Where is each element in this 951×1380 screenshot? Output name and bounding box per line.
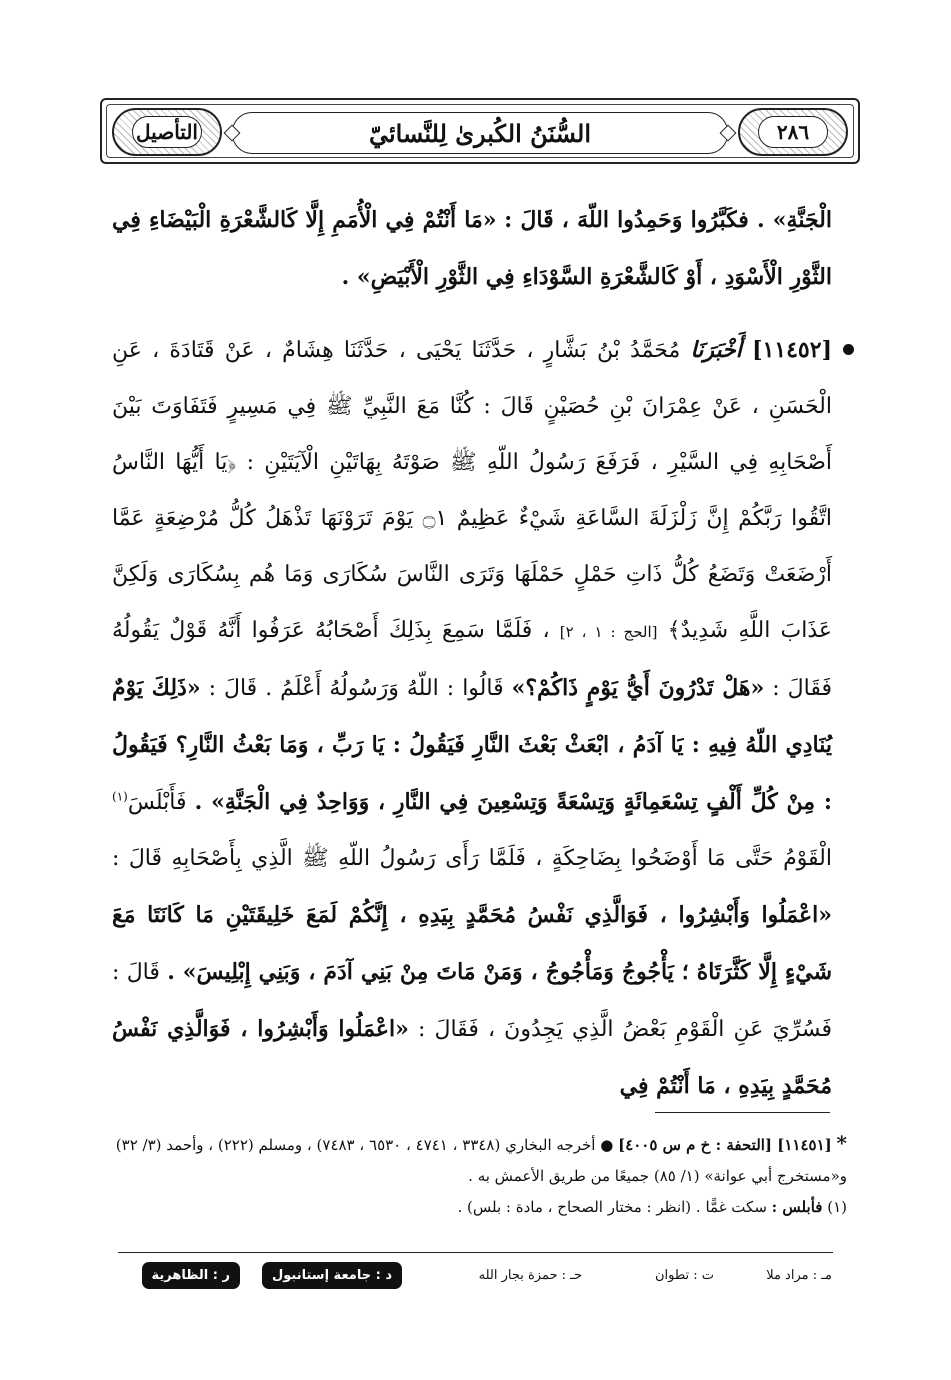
prophet-quote: «اعْمَلُوا وَأَبْشِرُوا ، فَوَالَّذِي نَفْسُ مُحَمَّدٍ بِيَدِهِ ، مَا أَنْتُمْ فِي bbox=[112, 1016, 832, 1099]
footnote-text: سكت غمًّا . (انظر : مختار الصحاح ، مادة : بلس) . bbox=[457, 1198, 767, 1216]
narration-text: ، فَلَمَّا سَمِعَ بِذَلِكَ أَصْحَابُهُ عَرَفُوا أَنَّهُ قَوْلٌ يَقُولُهُ فَقَالَ : bbox=[112, 618, 832, 701]
bottom-separator bbox=[118, 1252, 833, 1253]
footnote-marker: (١) bbox=[112, 789, 128, 804]
footnote-label: [١١٤٥١] [التحفة : خ م س ٤٠٠٥] bbox=[618, 1136, 832, 1154]
badge-istanbul: د : جامعة إستانبول bbox=[262, 1262, 402, 1289]
narration-text: الْقَوْمُ حَتَّى مَا أَوْضَحُوا بِضَاحِكَةٍ ، فَلَمَّا رَأَى رَسُولُ اللّهِ ﷺ الَّذِي بِأَصْحَابِهِ قَالَ : bbox=[112, 846, 832, 871]
footnote-definition bbox=[112, 1192, 847, 1223]
bullet-icon bbox=[843, 344, 854, 355]
prophet-quote: «مَا أَنْتُمْ فِي الْأُمَمِ إِلَّا كَالشَّعْرَةِ الْبَيْضَاءِ فِي الثَّوْرِ الْأَسْوَدِ ، أَوْ كَالشَّعْرَةِ السَّوْدَاءِ فِي الثَّوْرِ الْأَبْيَضِ» . bbox=[112, 207, 832, 290]
prophet-quote: «اعْمَلُوا وَأَبْشِرُوا ، فَوَالَّذِي نَفْسُ مُحَمَّدٍ بِيَدِهِ ، إِنَّكُمْ لَمَعَ خَلِيقَتَيْنِ مَا كَانَتَا مَعَ شَيْءٍ إِلَّا كَثَّرَتَاهُ ؛ يَأْجُوجُ وَمَأْجُوجُ ، وَمَنْ مَاتَ مِنْ بَنِي آدَمَ ، وَبَنِي إِبْلِيسَ» . bbox=[112, 902, 833, 985]
footnote-separator bbox=[655, 1112, 830, 1113]
footnote-word: فأبلس : bbox=[771, 1198, 823, 1216]
footnote-takhrij bbox=[112, 1128, 847, 1192]
prophet-quote: «ذَلِكَ يَوْمٌ يُنَادِي اللّهُ فِيهِ : يَا آدَمُ ، ابْعَثْ بَعْثَ النَّارِ فَيَقُولُ : يَا رَبِّ ، وَمَا بَعْثُ النَّارِ؟ فَيَقُولُ : مِنْ كُلِّ أَلْفٍ تِسْعَمِائَةٍ وَتِسْعَةً وَتِسْعِينَ فِي النَّارِ ، وَوَاحِدٌ فِي الْجَنَّةِ» . bbox=[112, 675, 832, 815]
page-number: ٢٨٦ bbox=[758, 116, 828, 148]
narration-text: قَالَ : فَسُرِّيَ عَنِ الْقَوْمِ بَعْضُ الَّذِي يَجِدُونَ ، فَقَالَ : bbox=[112, 960, 832, 1042]
page-header bbox=[100, 98, 860, 164]
isnad-text: مُحَمَّدُ بْنُ بَشَّارٍ ، حَدَّثَنَا يَحْيَى ، حَدَّثَنَا هِشَامٌ ، عَنْ قَتَادَةَ ، عَنِ الْحَسَنِ ، عَنْ عِمْرَانَ بْنِ حُصَيْنٍ قَالَ : كُنَّا مَعَ النَّبِيِّ ﷺ فِي مَسِيرٍ فَتَفَاوَتَ بَيْنَ أَصْحَابِهِ فِي السَّيْرِ ، فَرَفَعَ رَسُولُ اللّهِ ﷺ صَوْتَهُ بِهَاتَيْنِ الْآيَتَيْنِ : bbox=[112, 338, 832, 475]
book-title: السُّنَنُ الكُبرىٰ لِلنَّسائيّ bbox=[368, 118, 592, 148]
emblem-text: التأصيل bbox=[132, 116, 202, 148]
paragraph-continuation bbox=[112, 192, 832, 306]
footnote-number: (١) bbox=[827, 1198, 847, 1216]
page-number-frame bbox=[738, 108, 848, 156]
publisher-emblem bbox=[112, 108, 222, 156]
manuscript-credits bbox=[112, 1262, 832, 1296]
prophet-quote: «هَلْ تَدْرُونَ أَيُّ يَوْمٍ ذَاكُمْ؟» bbox=[511, 675, 765, 701]
akhbarana-label: أَخْبَرَنَا bbox=[690, 337, 742, 363]
asterisk-icon: * bbox=[836, 1131, 847, 1155]
credit-m: مـ : مراد ملا bbox=[766, 1268, 832, 1283]
diamond-ornament-icon bbox=[224, 125, 241, 142]
text-bold: الْجَنَّةِ» . فكَبَّرُوا وَحَمِدُوا اللّهَ ، قَالَ : bbox=[504, 207, 832, 233]
quran-verse: ﴿يَا أَيُّهَا النَّاسُ اتَّقُوا رَبَّكُمْ إِنَّ زَلْزَلَةَ السَّاعَةِ شَيْءٌ عَظِيمٌ ۝١ يَوْمَ تَرَوْنَهَا تَذْهَلُ كُلُّ مُرْضِعَةٍ عَمَّا أَرْضَعَتْ وَتَضَعُ كُلُّ ذَاتِ حَمْلٍ حَمْلَهَا وَتَرَى النَّاسَ سُكَارَى وَمَا هُم بِسُكَارَى وَلَكِنَّ عَذَابَ اللَّهِ شَدِيدٌ﴾ bbox=[112, 450, 832, 643]
credit-t: ت : تطوان bbox=[654, 1268, 714, 1283]
hadith-number: [١١٤٥٢] bbox=[752, 337, 832, 363]
credit-h: حـ : حمزة بجار الله bbox=[478, 1268, 582, 1283]
badge-zahiriyya: ر : الظاهرية bbox=[142, 1262, 240, 1289]
footnote-text: أخرجه البخاري (٣٣٤٨ ، ٤٧٤١ ، ٦٥٣٠ ، ٧٤٨٣) ، ومسلم (٢٢٢) ، وأحمد (٣/ ٣٢) و«مستخرج أبي عوانة» (١/ ٨٥) جميعًا من طريق الأعمش به . bbox=[115, 1136, 847, 1185]
footnotes bbox=[112, 1128, 847, 1223]
diamond-ornament-icon bbox=[720, 125, 737, 142]
book-title-frame bbox=[232, 112, 728, 154]
narration-text: فَأَبْلَسَ bbox=[127, 790, 187, 815]
hadith-paragraph bbox=[112, 322, 832, 1115]
narration-text: قَالُوا : اللّهُ وَرَسُولُهُ أَعْلَمُ . قَالَ : bbox=[208, 676, 504, 701]
quran-reference: [الحج : ١ ، ٢] bbox=[559, 623, 658, 641]
bullet-icon: ● bbox=[600, 1136, 614, 1154]
